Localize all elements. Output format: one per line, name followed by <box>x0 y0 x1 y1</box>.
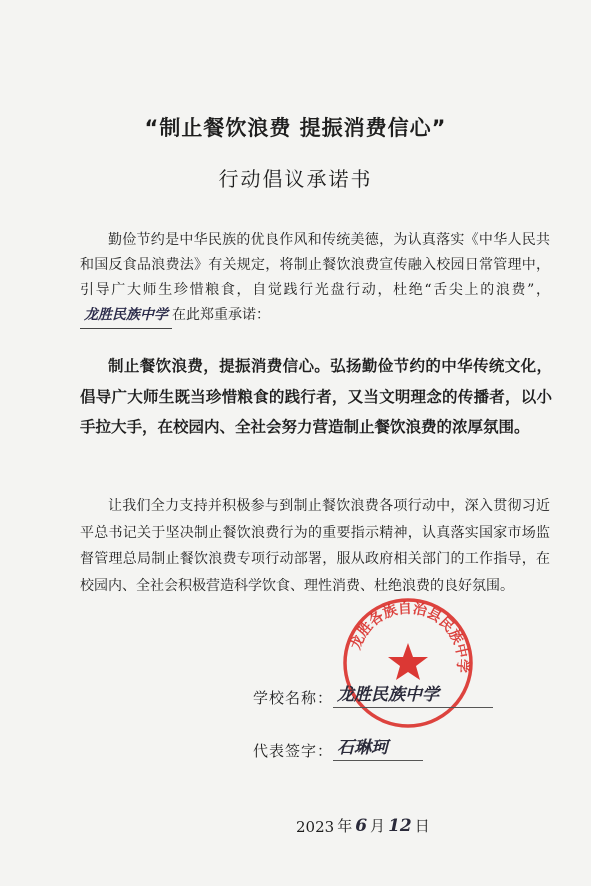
representative-row <box>253 736 423 761</box>
date-year-unit: 年 <box>337 817 353 835</box>
school-name-row <box>253 683 493 708</box>
date-day: 12 <box>388 816 412 836</box>
school-name-label: 学校名称： <box>253 689 334 707</box>
date-day-unit: 日 <box>414 817 430 835</box>
intro-tail: 在此郑重承诺： <box>172 307 270 323</box>
handwritten-school-name: 龙胜民族中学 <box>80 303 172 329</box>
date-month-unit: 月 <box>370 817 386 835</box>
official-seal <box>340 595 476 731</box>
paragraph-intro <box>80 228 550 329</box>
representative-label: 代表签字： <box>253 742 334 760</box>
representative-line <box>333 736 423 761</box>
document-subtitle: 行动倡议承诺书 <box>218 167 373 191</box>
date-month: 6 <box>355 816 368 836</box>
paragraph-call-to-action: 让我们全力支持并积极参与到制止餐饮浪费各项行动中，深入贯彻习近平总书记关于坚决制止餐饮浪费行为的重要指示精神，认真落实国家市场监督管理总局制止餐饮浪费专项行动部署，服从政府相关部门的工作指导，在校园内、全社会积极营造科学饮食、理性消费、杜绝浪费的良好氛围。 <box>80 498 550 594</box>
school-name-signature: 龙胜民族中学 <box>337 685 440 705</box>
seal-text: 龙胜各族自治县民族中学 <box>348 600 471 674</box>
date-year: 2023 <box>296 818 335 836</box>
seal-star-icon <box>388 643 428 680</box>
school-name-line <box>333 683 493 708</box>
paragraph-commitment: 制止餐饮浪费，提振消费信心。弘扬勤俭节约的中华传统文化，倡导广大师生既当珍惜粮食的践行者，又当文明理念的传播者，以小手拉大手，在校园内、全社会努力营造制止餐饮浪费的浓厚氛围。 <box>80 357 552 436</box>
representative-signature: 石琳珂 <box>337 738 389 758</box>
document-date <box>296 815 430 836</box>
document-title: “制止餐饮浪费 提振消费信心” <box>144 116 447 140</box>
intro-text: 勤俭节约是中华民族的优良作风和传统美德，为认真落实《中华人民共和国反食品浪费法》有关规定，将制止餐饮浪费宣传融入校园日常管理中，引导广大师生珍惜粮食，自觉践行光盘行动，杜绝“舌尖上的浪费”， <box>80 232 550 298</box>
